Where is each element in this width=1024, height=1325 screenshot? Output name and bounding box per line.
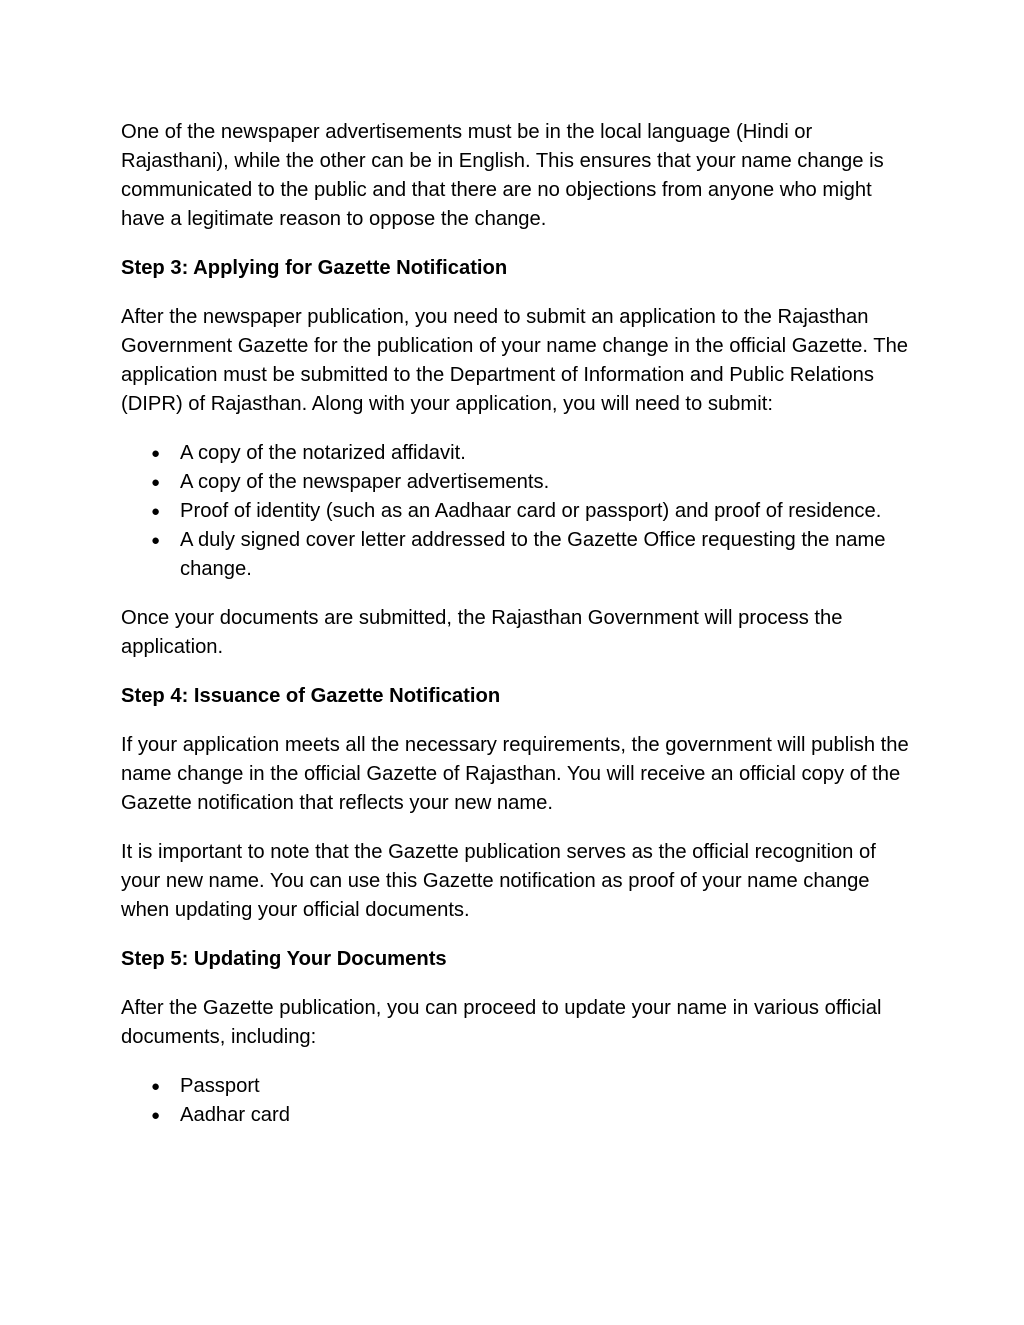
- list-item: [121, 497, 911, 526]
- bullet-icon: ●: [151, 503, 161, 520]
- step4-paragraph-1: If your application meets all the necessary requirements, the government will publish the name change in the official Gazette of Rajasthan. You will receive an official copy of the Gazette notification that reflects your new name.: [121, 734, 909, 814]
- list-item-text: Aadhar card: [180, 1104, 290, 1126]
- bullet-icon: ●: [151, 1078, 161, 1095]
- list-item-text: Proof of identity (such as an Aadhaar card or passport) and proof of residence.: [180, 500, 882, 522]
- step5-paragraph: After the Gazette publication, you can proceed to update your name in various official documents, including:: [121, 997, 882, 1048]
- list-item: [121, 1101, 911, 1130]
- step5-document-list: [121, 1072, 911, 1130]
- step3-heading: Step 3: Applying for Gazette Notification: [121, 257, 508, 279]
- list-item-text: A copy of the newspaper advertisements.: [180, 471, 550, 493]
- list-item-text: A duly signed cover letter addressed to the Gazette Office requesting the name change.: [180, 529, 886, 580]
- list-item: [121, 439, 911, 468]
- step5-heading: Step 5: Updating Your Documents: [121, 948, 447, 970]
- list-item: [121, 468, 911, 497]
- bullet-icon: ●: [151, 445, 161, 462]
- list-item-text: Passport: [180, 1075, 260, 1097]
- step4-paragraph-2: It is important to note that the Gazette publication serves as the official recognition of your new name. You can use this Gazette notification as proof of your name change when updating your official documents.: [121, 841, 876, 921]
- intro-paragraph: One of the newspaper advertisements must be in the local language (Hindi or Rajasthani), while the other can be in English. This ensures that your name change is communicated to the public and that there are no objections from anyone who might have a legitimate reason to oppose the change.: [121, 121, 884, 230]
- step3-after-paragraph: Once your documents are submitted, the Rajasthan Government will process the application.: [121, 607, 843, 658]
- bullet-icon: ●: [151, 1107, 161, 1124]
- list-item: [121, 1072, 911, 1101]
- step4-heading: Step 4: Issuance of Gazette Notification: [121, 685, 501, 707]
- bullet-icon: ●: [151, 532, 161, 549]
- list-item: [121, 526, 911, 584]
- document-page: [121, 118, 911, 1150]
- step3-document-list: [121, 439, 911, 584]
- bullet-icon: ●: [151, 474, 161, 491]
- list-item-text: A copy of the notarized affidavit.: [180, 442, 466, 464]
- step3-paragraph: After the newspaper publication, you need to submit an application to the Rajasthan Government Gazette for the publication of your name change in the official Gazette. The application must be submitted to the Department of Information and Public Relations (DIPR) of Rajasthan. Along with your application, you will need to submit:: [121, 306, 909, 415]
